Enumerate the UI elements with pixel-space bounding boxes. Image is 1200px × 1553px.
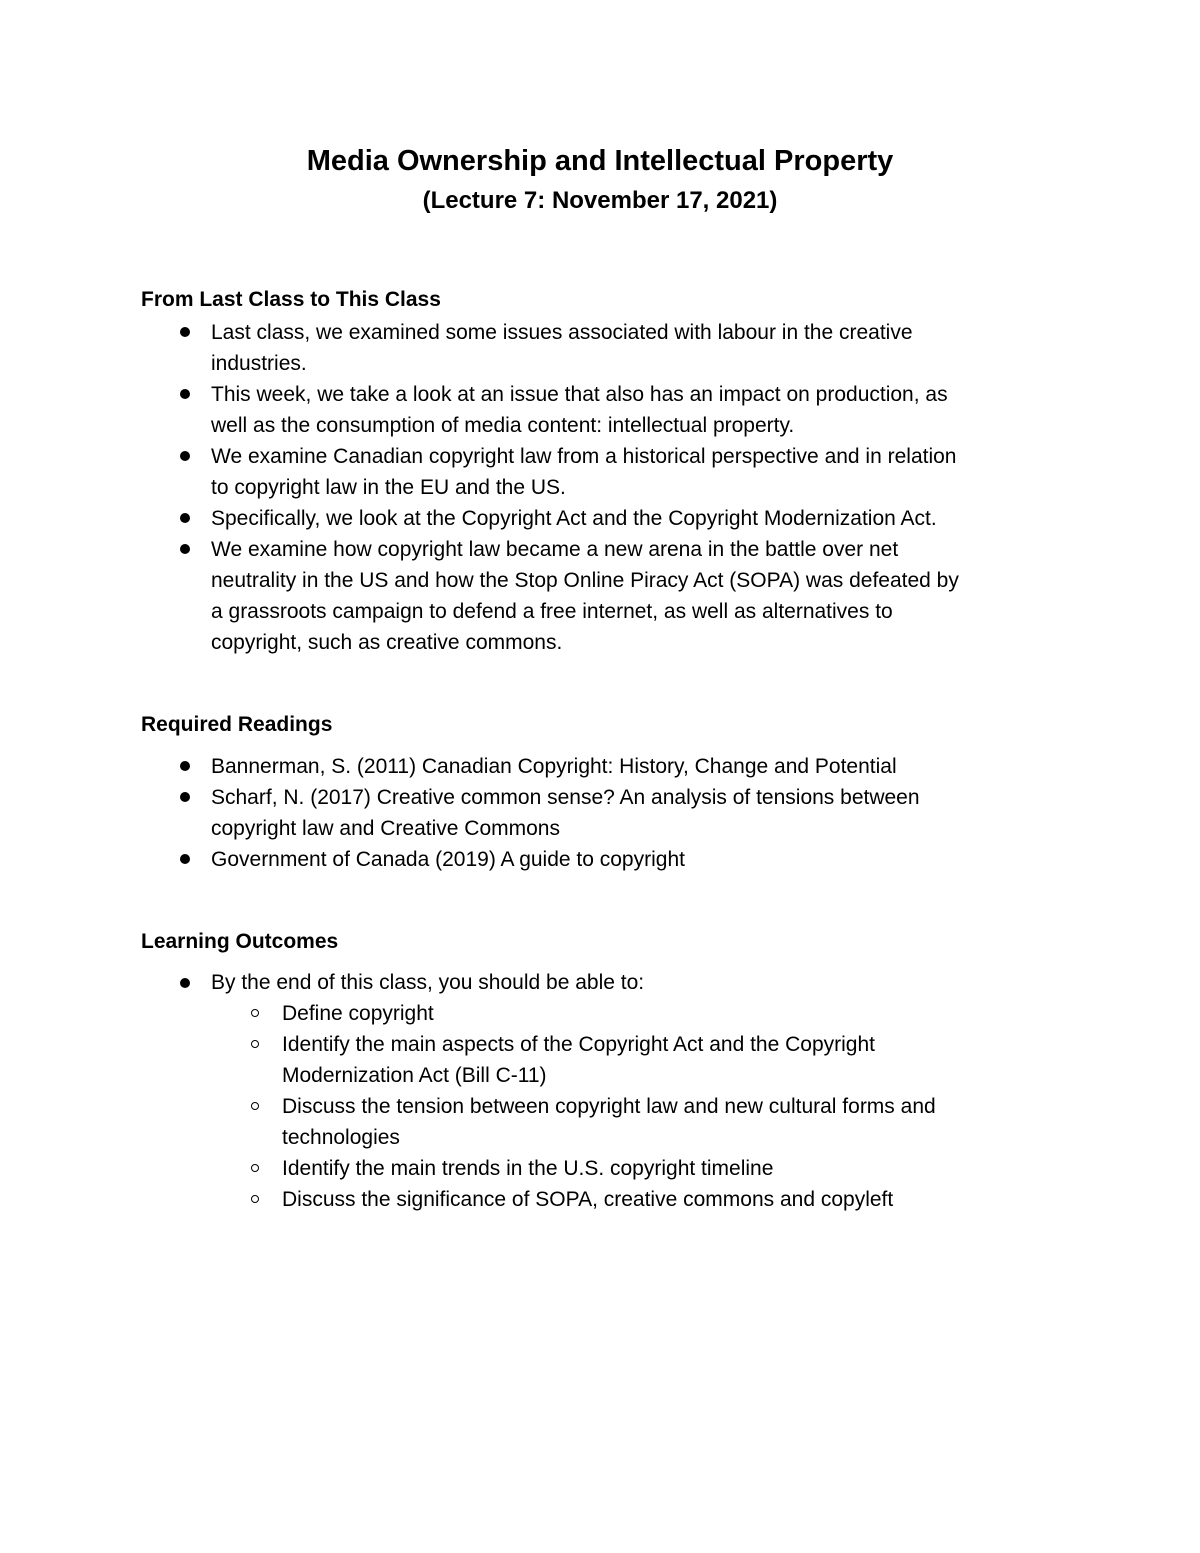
reading-item-line: copyright law and Creative Commons (211, 817, 560, 840)
outcome-item-line: Modernization Act (Bill C-11) (282, 1064, 547, 1087)
bullet-icon (180, 451, 190, 461)
bullet-text-line: We examine how copyright law became a new arena in the battle over net (211, 538, 899, 561)
sub-bullet-icon (251, 1195, 259, 1203)
bullet-text-line: to copyright law in the EU and the US. (211, 476, 566, 499)
bullet-text-line: Last class, we examined some issues associated with labour in the creative (211, 321, 913, 344)
outcome-item-line: Identify the main aspects of the Copyright Act and the Copyright (282, 1033, 876, 1056)
reading-item-line: Scharf, N. (2017) Creative common sense? An analysis of tensions between (211, 786, 920, 809)
bullet-icon (180, 854, 190, 864)
bullet-text-line: This week, we take a look at an issue that also has an impact on production, as (211, 383, 948, 406)
document-title: Media Ownership and Intellectual Property (306, 145, 894, 177)
sub-bullet-icon (251, 1164, 259, 1172)
outcome-item-line: Discuss the significance of SOPA, creative commons and copyleft (282, 1188, 894, 1211)
document-subtitle: (Lecture 7: November 17, 2021) (422, 187, 778, 214)
outcome-intro-line: By the end of this class, you should be able to: (211, 971, 645, 994)
sub-bullet-icon (251, 1102, 259, 1110)
bullet-icon (180, 761, 190, 771)
bullet-text-line: copyright, such as creative commons. (211, 631, 563, 654)
reading-item-line: Bannerman, S. (2011) Canadian Copyright: History, Change and Potential (211, 755, 897, 778)
bullet-icon (180, 792, 190, 802)
outcome-item-line: Identify the main trends in the U.S. copyright timeline (282, 1157, 774, 1180)
sub-bullet-icon (251, 1009, 259, 1017)
bullet-text-line: well as the consumption of media content: intellectual property. (211, 414, 795, 437)
bullet-icon (180, 389, 190, 399)
bullet-icon (180, 978, 190, 988)
outcome-item-line: Define copyright (282, 1002, 434, 1025)
bullet-text-line: a grassroots campaign to defend a free internet, as well as alternatives to (211, 600, 893, 623)
section-heading-last-class: From Last Class to This Class (141, 288, 441, 311)
outcome-item-line: technologies (282, 1126, 400, 1149)
section-heading-required-readings: Required Readings (141, 713, 333, 736)
reading-item-line: Government of Canada (2019) A guide to copyright (211, 848, 685, 871)
bullet-icon (180, 544, 190, 554)
bullet-icon (180, 327, 190, 337)
sub-bullet-icon (251, 1040, 259, 1048)
bullet-text-line: neutrality in the US and how the Stop Online Piracy Act (SOPA) was defeated by (211, 569, 959, 592)
bullet-text-line: industries. (211, 352, 307, 375)
section-heading-learning-outcomes: Learning Outcomes (141, 930, 339, 953)
bullet-text-line: We examine Canadian copyright law from a historical perspective and in relation (211, 445, 957, 468)
outcome-item-line: Discuss the tension between copyright law and new cultural forms and (282, 1095, 936, 1118)
bullet-text-line: Specifically, we look at the Copyright Act and the Copyright Modernization Act. (211, 507, 937, 530)
bullet-icon (180, 513, 190, 523)
